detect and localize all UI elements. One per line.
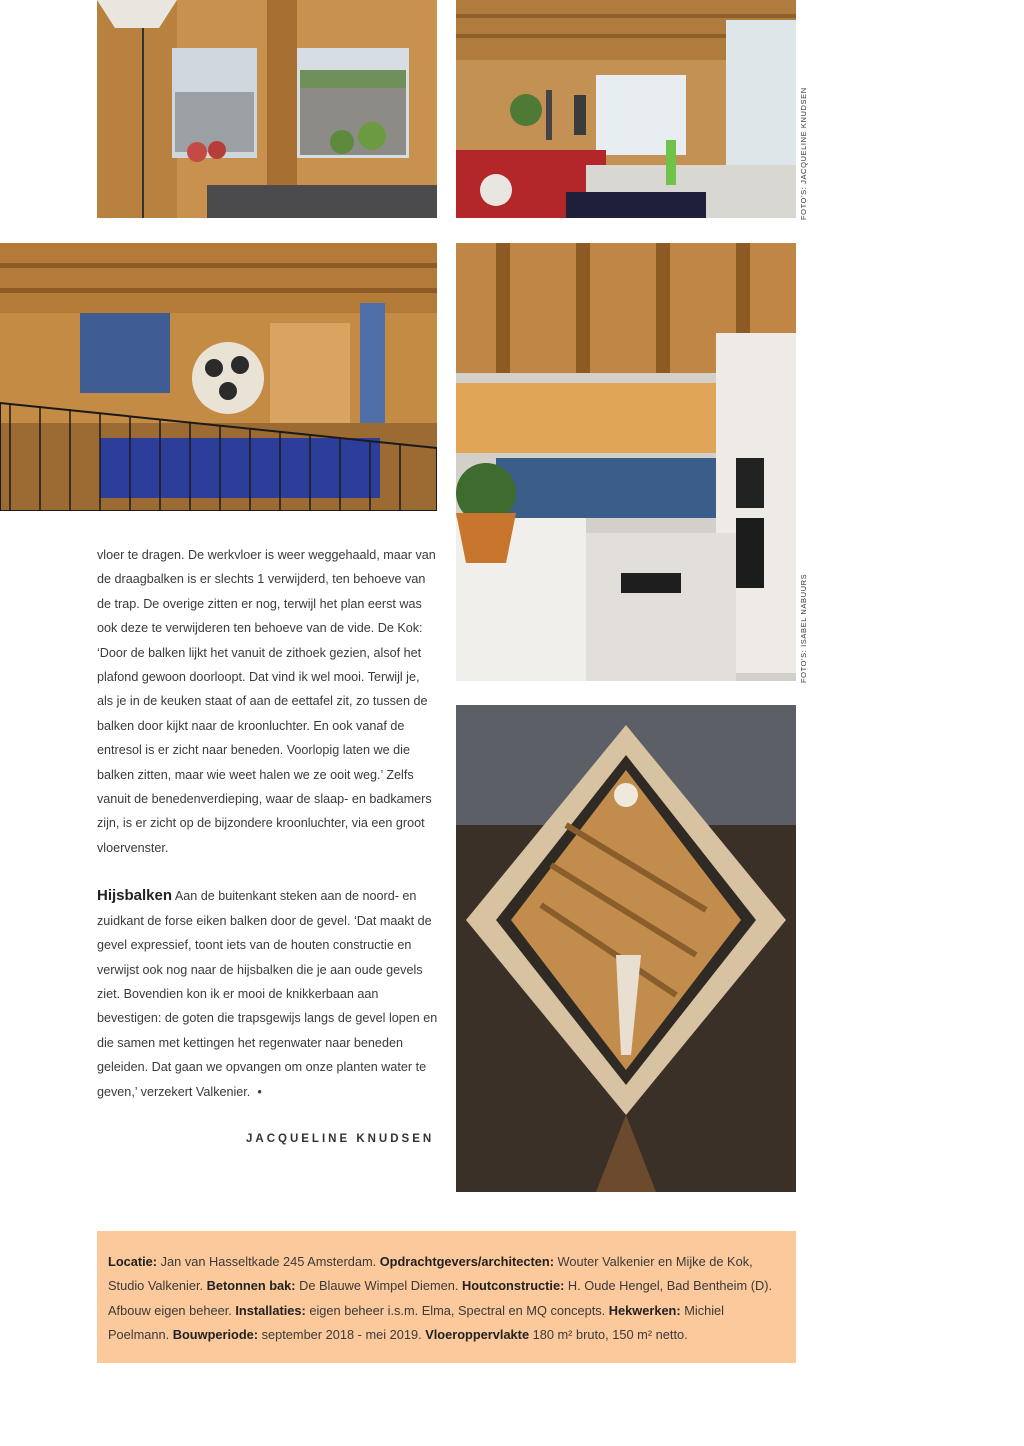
value-opdrachtgevers: Wouter Valkenier en Mijke de Kok, Studio Valkenier. <box>108 1254 753 1294</box>
end-mark: • <box>257 1084 262 1099</box>
label-hout: Houtconstructie: <box>461 1278 565 1294</box>
project-info-text <box>108 1250 788 1348</box>
article-body <box>97 543 438 1104</box>
photo-kitchen <box>456 243 796 681</box>
photo-credit-top: FOTO'S: JACQUELINE KNUDSEN <box>799 87 808 220</box>
paragraph-2 <box>97 884 438 1104</box>
label-opp: Vloeroppervlakte <box>425 1327 530 1343</box>
project-info-box <box>97 1231 796 1363</box>
label-bak: Betonnen bak: <box>206 1278 296 1294</box>
label-install: Installaties: <box>235 1302 306 1318</box>
value-opp: 180 m² bruto, 150 m² netto. <box>529 1327 688 1343</box>
author-byline: JACQUELINE KNUDSEN <box>246 1133 435 1145</box>
photo-credit-middle: FOTO'S: ISABEL NABUURS <box>799 573 808 683</box>
value-install: eigen beheer i.s.m. Elma, Spectral en MQ concepts. <box>305 1302 609 1318</box>
label-hek: Hekwerken: <box>608 1302 681 1318</box>
value-periode: september 2018 - mei 2019. <box>258 1327 426 1343</box>
photo-corner-windows <box>97 0 437 218</box>
photo-chandelier <box>0 243 437 511</box>
value-hout: H. Oude Hengel, Bad Bentheim (D). Afbouw eigen beheer. <box>108 1278 773 1318</box>
paragraph-2-text: Aan de buitenkant steken aan de noord- en zuidkant de forse eiken balken door de gevel. ‘Dat maakt de gevel expressief, toont iets van de houten constructie en verwijst ook nog naar de hijsbalken die je aan oude gevels ziet. Bovendien kon ik er mooi de knikkerbaan aan bevestigen: de goten die trapsgewijs langs de gevel lopen en die samen met kettingen het regenwater naar beneden geleiden. Dat gaan we opvangen om onze planten water te geven,’ verzekert Valkenier. <box>97 889 438 1099</box>
value-bak: De Blauwe Wimpel Diemen. <box>295 1278 462 1294</box>
paragraph-1: vloer te dragen. De werkvloer is weer weggehaald, maar van de draagbalken is er slechts 1 verwijderd, ten behoeve van de trap. De overige zitten er nog, terwijl het plan eerst was ook deze te verwijderen ten behoeve van de vide. De Kok: ‘Door de balken lijkt het vanuit de zithoek gezien, alsof het plafond gewoon doorloopt. Dat vind ik wel mooi. Terwijl je, als je in de keuken staat of aan de eettafel zit, zo tussen de balken door kijkt naar de kroonluchter. En ook vanaf de entresol is er zicht naar beneden. Voorlopig laten we die balken zitten, maar wie weet halen we ze ooit weg.’ Zelfs vanuit de benedenverdieping, waar de slaap- en badkamers zijn, is er zicht op de bijzondere kroonluchter, via een groot vloervenster. <box>97 548 436 855</box>
value-hek: Michiel Poelmann. <box>108 1302 725 1343</box>
label-opdrachtgevers: Opdrachtgevers/architecten: <box>379 1254 554 1269</box>
value-locatie: Jan van Hasseltkade 245 Amsterdam. <box>157 1254 380 1269</box>
label-periode: Bouwperiode: <box>172 1327 259 1343</box>
label-locatie: Locatie: <box>108 1254 158 1269</box>
subheading-hijsbalken: Hijsbalken <box>97 887 173 905</box>
photo-floor-window <box>456 705 796 1192</box>
photo-living-room <box>456 0 796 218</box>
